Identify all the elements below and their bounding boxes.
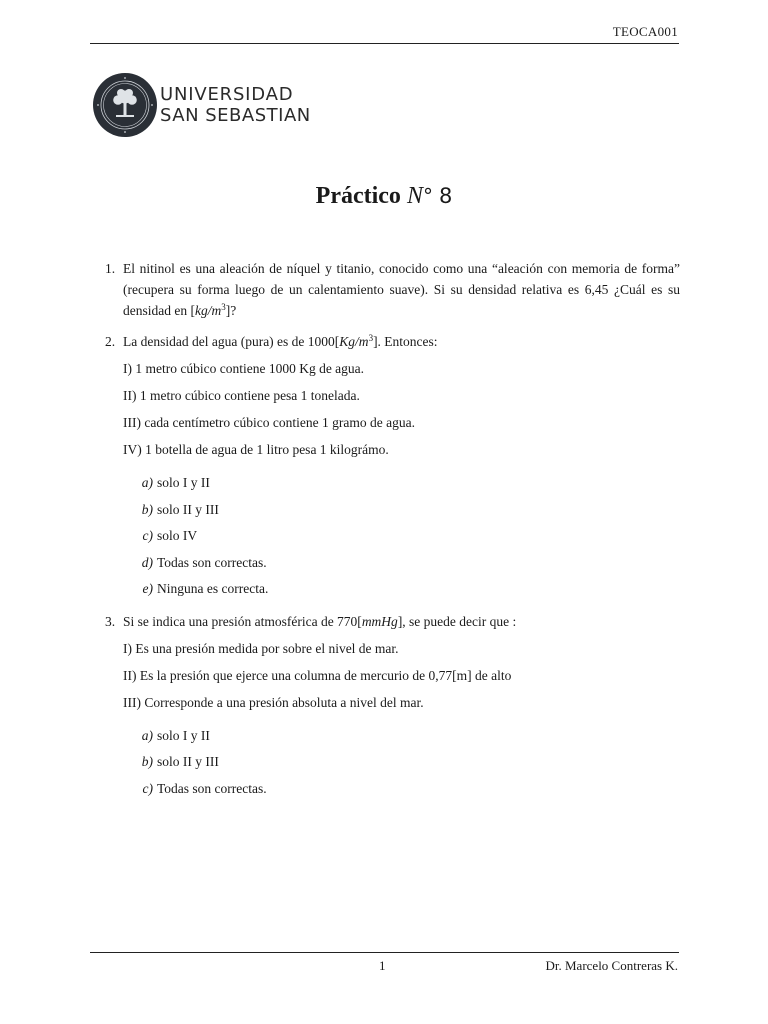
- statement: I) Es una presión medida por sobre el nivel de mar.: [123, 640, 399, 656]
- option-text: solo IV: [157, 528, 198, 543]
- title-number: 8: [438, 184, 453, 208]
- unit-exponent: 3: [368, 333, 374, 343]
- title-symbol: N: [406, 183, 423, 209]
- unit: mmHg: [361, 613, 398, 629]
- question-text-part: ]?: [225, 303, 237, 318]
- option-label: c): [142, 528, 153, 543]
- statement: II) Es la presión que ejerce una columna de mercurio de 0,77[m] de alto: [123, 667, 512, 683]
- question-text: [123, 331, 680, 352]
- question-text: [123, 611, 680, 632]
- header-code: TEOCA001: [612, 24, 678, 39]
- page-title: [0, 183, 768, 210]
- statement: III) Corresponde a una presión absoluta a nivel del mar.: [123, 694, 424, 710]
- university-seal-icon: [92, 72, 158, 138]
- unit: kg/m: [194, 303, 222, 318]
- question-3: [92, 611, 680, 805]
- option-text: solo II y III: [157, 754, 219, 769]
- question-text-part: ], se puede decir que :: [397, 613, 517, 629]
- questions: [92, 258, 680, 804]
- answer-option: [136, 725, 680, 752]
- option-label: c): [142, 780, 153, 796]
- answer-option: [136, 525, 680, 552]
- unit: Kg/m: [339, 334, 369, 349]
- option-label: b): [141, 754, 153, 769]
- question-text-part: Si se indica una presión atmosférica de 770[: [123, 613, 362, 629]
- option-label: a): [141, 727, 153, 743]
- answer-option: [136, 778, 680, 805]
- option-label: a): [141, 475, 153, 490]
- option-text: solo I y II: [157, 727, 210, 743]
- option-label: e): [142, 581, 153, 596]
- option-text: solo I y II: [157, 475, 210, 490]
- question-2: [92, 331, 680, 605]
- answer-option: [136, 751, 680, 778]
- statement: III) cada centímetro cúbico contiene 1 gramo de agua.: [123, 415, 415, 430]
- answer-option: [136, 499, 680, 526]
- footer-rule: [90, 952, 679, 953]
- statement: IV) 1 botella de agua de 1 litro pesa 1 kilográmo.: [123, 442, 389, 457]
- university-name-line2: SAN SEBASTIAN: [160, 104, 311, 126]
- answer-options: [123, 472, 680, 605]
- title-word: Práctico: [315, 183, 401, 209]
- statement: I) 1 metro cúbico contiene 1000 Kg de agua.: [123, 361, 365, 376]
- question-number: 1.: [105, 261, 116, 276]
- answer-option: [136, 552, 680, 579]
- option-text: Todas son correctas.: [157, 780, 267, 796]
- question-number: 2.: [105, 334, 116, 349]
- option-label: b): [141, 501, 153, 517]
- title-degree: °: [422, 184, 433, 208]
- question-text-part: El nitinol es una aleación de níquel y titanio, conocido como una “aleación con memoria de forma” (recupera su forma luego de un calentamiento suave). Si su densidad relativa es 6,45 ¿Cuál es su densidad en [: [123, 261, 680, 318]
- university-logo: [92, 72, 311, 138]
- question-text: [123, 258, 680, 321]
- question-1: [92, 258, 680, 321]
- university-name: [160, 83, 311, 126]
- question-text-part: ]. Entonces:: [373, 334, 438, 349]
- question-text-part: La densidad del agua (pura) es de 1000[: [123, 334, 340, 349]
- page-number: 1: [379, 958, 386, 973]
- footer-author: Dr. Marcelo Contreras K.: [545, 958, 678, 973]
- unit-exponent: 3: [221, 302, 226, 312]
- statement: II) 1 metro cúbico contiene pesa 1 tonelada.: [123, 388, 360, 403]
- question-number: 3.: [105, 613, 116, 629]
- answer-option: [136, 578, 680, 605]
- answer-option: [136, 472, 680, 499]
- option-text: Ninguna es correcta.: [157, 581, 269, 596]
- option-text: Todas son correctas.: [157, 554, 267, 570]
- header-rule: [90, 43, 679, 44]
- answer-options: [123, 725, 680, 805]
- option-text: solo II y III: [157, 501, 219, 517]
- university-name-line1: UNIVERSIDAD: [160, 83, 294, 105]
- option-label: d): [141, 554, 153, 570]
